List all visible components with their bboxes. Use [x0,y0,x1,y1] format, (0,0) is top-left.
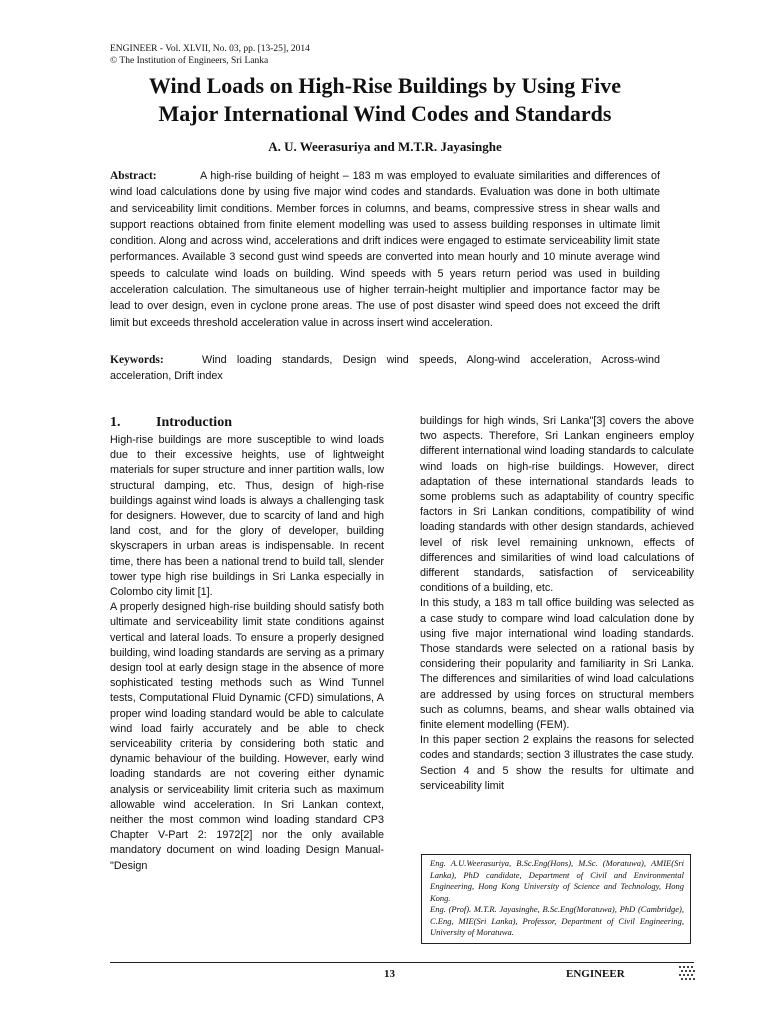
page-number: 13 [384,968,395,980]
paragraph: High-rise buildings are more susceptible to wind loads due to their excessive heights, use of lightweight materials for super structure and inner partition walls, low structural damping, etc. Thus, design of high-rise buildings against wind loads is always a challenging task for designers. However, due to scarcity of land and high land cost, and for the glory of developer, building skyscrapers in urban areas is indispensable. In recent time, there has been a national trend to build tall, slender tower type high rise buildings in Sri Lanka especially in Colombo city limit [1]. [110,434,384,599]
affiliation-author-2: Eng. (Prof). M.T.R. Jayasinghe, B.Sc.Eng(Moratuwa), PhD (Cambridge), C.Eng, MIE(Sri Lanka), Professor, Department of Civil Engineering, University of Moratuwa. [430,904,684,937]
footer-rule [110,962,694,963]
paragraph: In this paper section 2 explains the reasons for selected codes and standards; section 3 illustrates the case study. Section 4 and 5 show the results for ultimate and serviceability limit [420,734,694,792]
author-affiliations [421,854,691,944]
paper-title [80,72,690,128]
citation-line: ENGINEER - Vol. XLVII, No. 03, pp. [13-25], 2014 [110,44,310,54]
abstract-label: Abstract: [110,170,157,182]
title-line-2: Major International Wind Codes and Standards [158,101,612,126]
abstract [110,168,660,331]
keywords [110,352,660,384]
section-heading [110,414,384,431]
publisher-line: © The Institution of Engineers, Sri Lanka [110,56,269,66]
abstract-text: A high-rise building of height – 183 m was employed to evaluate similarities and differences of wind load calculations done by using five major wind codes and standards. Evaluation was done in both ultimate and serviceability limit conditions. Member forces in columns, and beams, compressive stress in shear walls and support reactions obtained from finite element modelling was used to assess building responses in ultimate limit condition. Along and across wind, accelerations and drift indices were engaged to estimate serviceability limit state performances. Available 3 second gust wind speeds are converted into mean hourly and 10 minute average wind speeds to calculate wind loads on building. Wind speeds with 5 years return period was used in building acceleration calculation. The simultaneous use of higher terrain-height multiplier and importance factor may be lead to over design, even in cyclone prone areas. The use of post disaster wind speed does not exceed the drift limit but exceeds threshold acceleration value in across insert wind acceleration. [110,170,660,329]
section-number: 1. [110,415,121,430]
keywords-text: Wind loading standards, Design wind speeds, Along-wind acceleration, Across-wind acceleration, Drift index [110,354,660,382]
title-line-1: Wind Loads on High-Rise Buildings by Using Five [148,73,622,98]
right-column [420,414,694,794]
section-title: Introduction [156,415,232,430]
footer-journal-name: ENGINEER [566,968,625,980]
paragraph: buildings for high winds, Sri Lanka"[3] covers the above two aspects. Therefore, Sri Lankan engineers employ different international wind loading standards to calculate wind loads on high-rise buildings. However, direct adaptation of these international standards leads to some problems such as adaptability of country specific factors in Sri Lankan conditions, compatibility of wind loading standards with other design standards, achieved level of risk level remaining unknown, effects of differences and similarities of wind load calculations of different standards, satisfaction of serviceability conditions of a building, etc. [420,415,694,595]
authors: A. U. Weerasuriya and M.T.R. Jayasinghe [268,139,502,154]
keywords-label: Keywords: [110,354,164,366]
journal-logo-icon [678,965,696,983]
paragraph: A properly designed high-rise building should satisfy both ultimate and serviceability limit state conditions against vertical and lateral loads. To ensure a properly designed building, wind loading standards are serving as a primary design tool at early design stage in the absence of more sophisticated testing methods such as Wind Tunnel tests, Computational Fluid Dynamic (CFD) simulations, A proper wind loading standard would be able to calculate wind load fairly accurately and be able to check serviceability criteria by considering both static and dynamic behaviour of the building. However, early wind loading standards are not covering either dynamic analysis or serviceability limit criteria such as maximum allowable wind acceleration. In Sri Lankan context, neither the most common wind loading standard CP3 Chapter V-Part 2: 1972[2] nor the only available mandatory document on wind loading Design Manual-"Design [110,601,384,872]
journal-header [110,43,310,67]
left-column [110,414,384,874]
affiliation-author-1: Eng. A.U.Weerasuriya, B.Sc.Eng(Hons), M.Sc. (Moratuwa), AMIE(Sri Lanka), PhD candidate, Department of Civil and Environmental Engineering, Hong Kong University of Science and Technology, Hong Kong. [430,858,684,903]
paragraph: In this study, a 183 m tall office building was selected as a case study to compare wind load calculation done by using five major international wind loading standards. Those standards were selected on a rational basis by considering their popularity and familiarity in Sri Lanka. The differences and similarities of wind load calculations are addressed by using forces on structural members such as columns, beams, and shear walls obtained via finite element modelling (FEM). [420,597,694,732]
